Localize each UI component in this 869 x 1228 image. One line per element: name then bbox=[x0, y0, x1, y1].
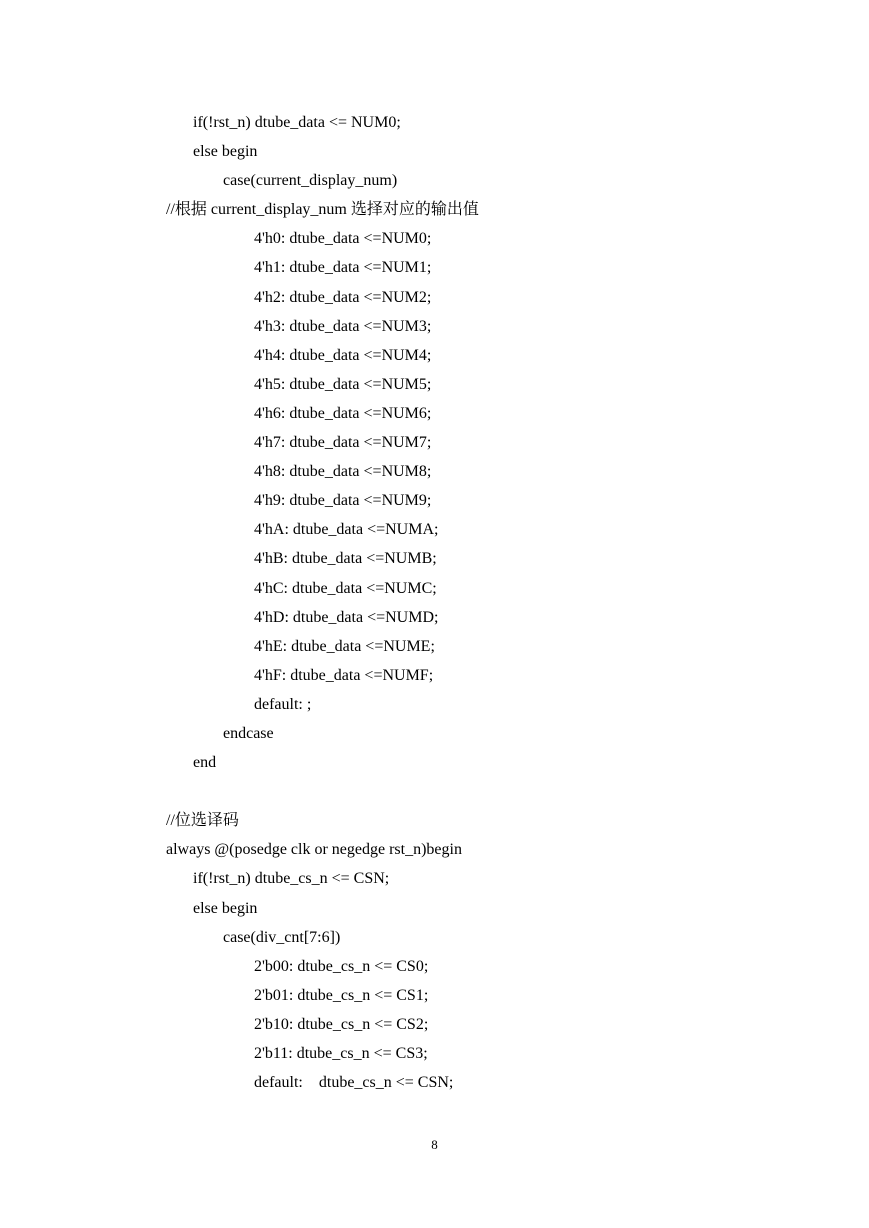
code-line: 4'h8: dtube_data <=NUM8; bbox=[254, 463, 432, 481]
code-line bbox=[166, 777, 786, 806]
code-line: 2'b01: dtube_cs_n <= CS1; bbox=[254, 986, 429, 1004]
code-line: 2'b10: dtube_cs_n <= CS2; bbox=[254, 1015, 429, 1033]
code-block bbox=[166, 108, 786, 1097]
code-line: endcase bbox=[223, 724, 274, 742]
code-line: 4'h1: dtube_data <=NUM1; bbox=[254, 259, 432, 277]
code-line: end bbox=[193, 754, 217, 772]
code-comment-line: //根据 current_display_num 选择对应的输出值 bbox=[166, 201, 479, 219]
code-line: 4'hD: dtube_data <=NUMD; bbox=[254, 608, 439, 626]
code-line: 4'h9: dtube_data <=NUM9; bbox=[254, 492, 432, 510]
code-comment-line: //位选译码 bbox=[166, 812, 239, 830]
code-line: if(!rst_n) dtube_data <= NUM0; bbox=[193, 114, 401, 131]
code-line: default: dtube_cs_n <= CSN; bbox=[254, 1074, 454, 1092]
code-line: always @(posedge clk or negedge rst_n)begin bbox=[166, 841, 462, 859]
code-line: case(current_display_num) bbox=[223, 172, 398, 190]
code-line: 4'hF: dtube_data <=NUMF; bbox=[254, 666, 434, 684]
code-line: 4'h4: dtube_data <=NUM4; bbox=[254, 346, 432, 364]
code-line: default: ; bbox=[254, 695, 312, 713]
code-line: 4'hE: dtube_data <=NUME; bbox=[254, 637, 435, 655]
code-line: 2'b11: dtube_cs_n <= CS3; bbox=[254, 1045, 428, 1062]
code-line: else begin bbox=[193, 143, 258, 161]
code-line: 4'hC: dtube_data <=NUMC; bbox=[254, 579, 437, 597]
code-line: 4'hB: dtube_data <=NUMB; bbox=[254, 550, 437, 568]
code-line: 4'hA: dtube_data <=NUMA; bbox=[254, 521, 439, 539]
code-line: if(!rst_n) dtube_cs_n <= CSN; bbox=[193, 870, 390, 888]
code-line: 2'b00: dtube_cs_n <= CS0; bbox=[254, 957, 429, 975]
code-line: 4'h6: dtube_data <=NUM6; bbox=[254, 404, 432, 422]
page-number: 8 bbox=[431, 1137, 438, 1152]
code-line: case(div_cnt[7:6]) bbox=[223, 928, 341, 946]
code-line: 4'h3: dtube_data <=NUM3; bbox=[254, 317, 432, 335]
code-line: else begin bbox=[193, 899, 258, 917]
code-line: 4'h7: dtube_data <=NUM7; bbox=[254, 434, 432, 452]
code-line: 4'h2: dtube_data <=NUM2; bbox=[254, 288, 432, 306]
code-line: 4'h5: dtube_data <=NUM5; bbox=[254, 375, 432, 393]
code-line: 4'h0: dtube_data <=NUM0; bbox=[254, 230, 432, 248]
